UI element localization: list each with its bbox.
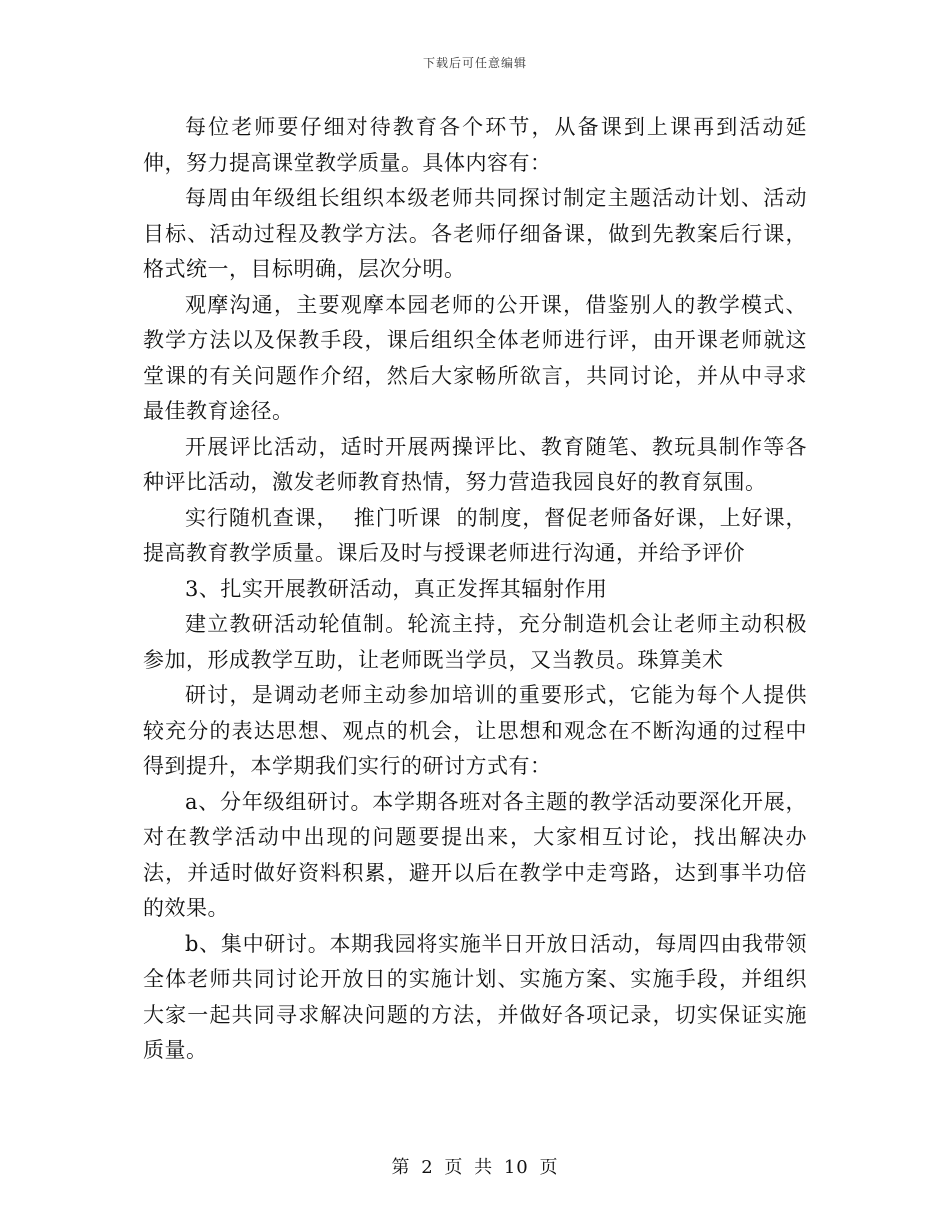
paragraph-5: 实行随机查课， 推门听课 的制度，督促老师备好课，上好课，提高教育教学质量。课后及时与授课老师进行沟通，并给予评价 — [143, 505, 807, 565]
paragraph-9: a、分年级组研讨。本学期各班对各主题的教学活动要深化开展，对在教学活动中出现的问题要提出来，大家相互讨论，找出解决办法，并适时做好资料积累，避开以后在教学中走弯路，达到事半功倍的效果。 — [143, 789, 807, 920]
section-heading-3: 3、扎实开展教研活动，真正发挥其辐射作用 — [185, 576, 608, 601]
paragraph-2: 每周由年级组长组织本级老师共同探讨制定主题活动计划、活动目标、活动过程及教学方法。各老师仔细备课，做到先教案后行课，格式统一，目标明确，层次分明。 — [143, 186, 807, 281]
paragraph-10: b、集中研讨。本期我园将实施半日开放日活动，每周四由我带领全体老师共同讨论开放日的实施计划、实施方案、实施手段，并组织大家一起共同寻求解决问题的方法，并做好各项记录，切实保证实施质量。 — [143, 931, 807, 1062]
header-note: 下载后可任意编辑 — [422, 56, 527, 70]
document-body — [143, 110, 807, 1069]
paragraph-1: 每位老师要仔细对待教育各个环节，从备课到上课再到活动延伸，努力提高课堂教学质量。具体内容有： — [143, 115, 807, 175]
paragraph-7: 建立教研活动轮值制。轮流主持，充分制造机会让老师主动积极参加，形成教学互助，让老师既当学员，又当教员。珠算美术 — [143, 612, 807, 672]
paragraph-8: 研讨，是调动老师主动参加培训的重要形式，它能为每个人提供较充分的表达思想、观点的机会，让思想和观念在不断沟通的过程中得到提升，本学期我们实行的研讨方式有： — [143, 683, 807, 778]
page-number: 第 2 页 共 10 页 — [391, 1157, 559, 1178]
paragraph-4: 开展评比活动，适时开展两操评比、教育随笔、教玩具制作等各种评比活动，激发老师教育热情，努力营造我园良好的教育氛围。 — [143, 434, 807, 494]
paragraph-3: 观摩沟通，主要观摩本园老师的公开课，借鉴别人的教学模式、教学方法以及保教手段，课后组织全体老师进行评，由开课老师就这堂课的有关问题作介绍，然后大家畅所欲言，共同讨论，并从中寻求最佳教育途径。 — [143, 292, 807, 423]
